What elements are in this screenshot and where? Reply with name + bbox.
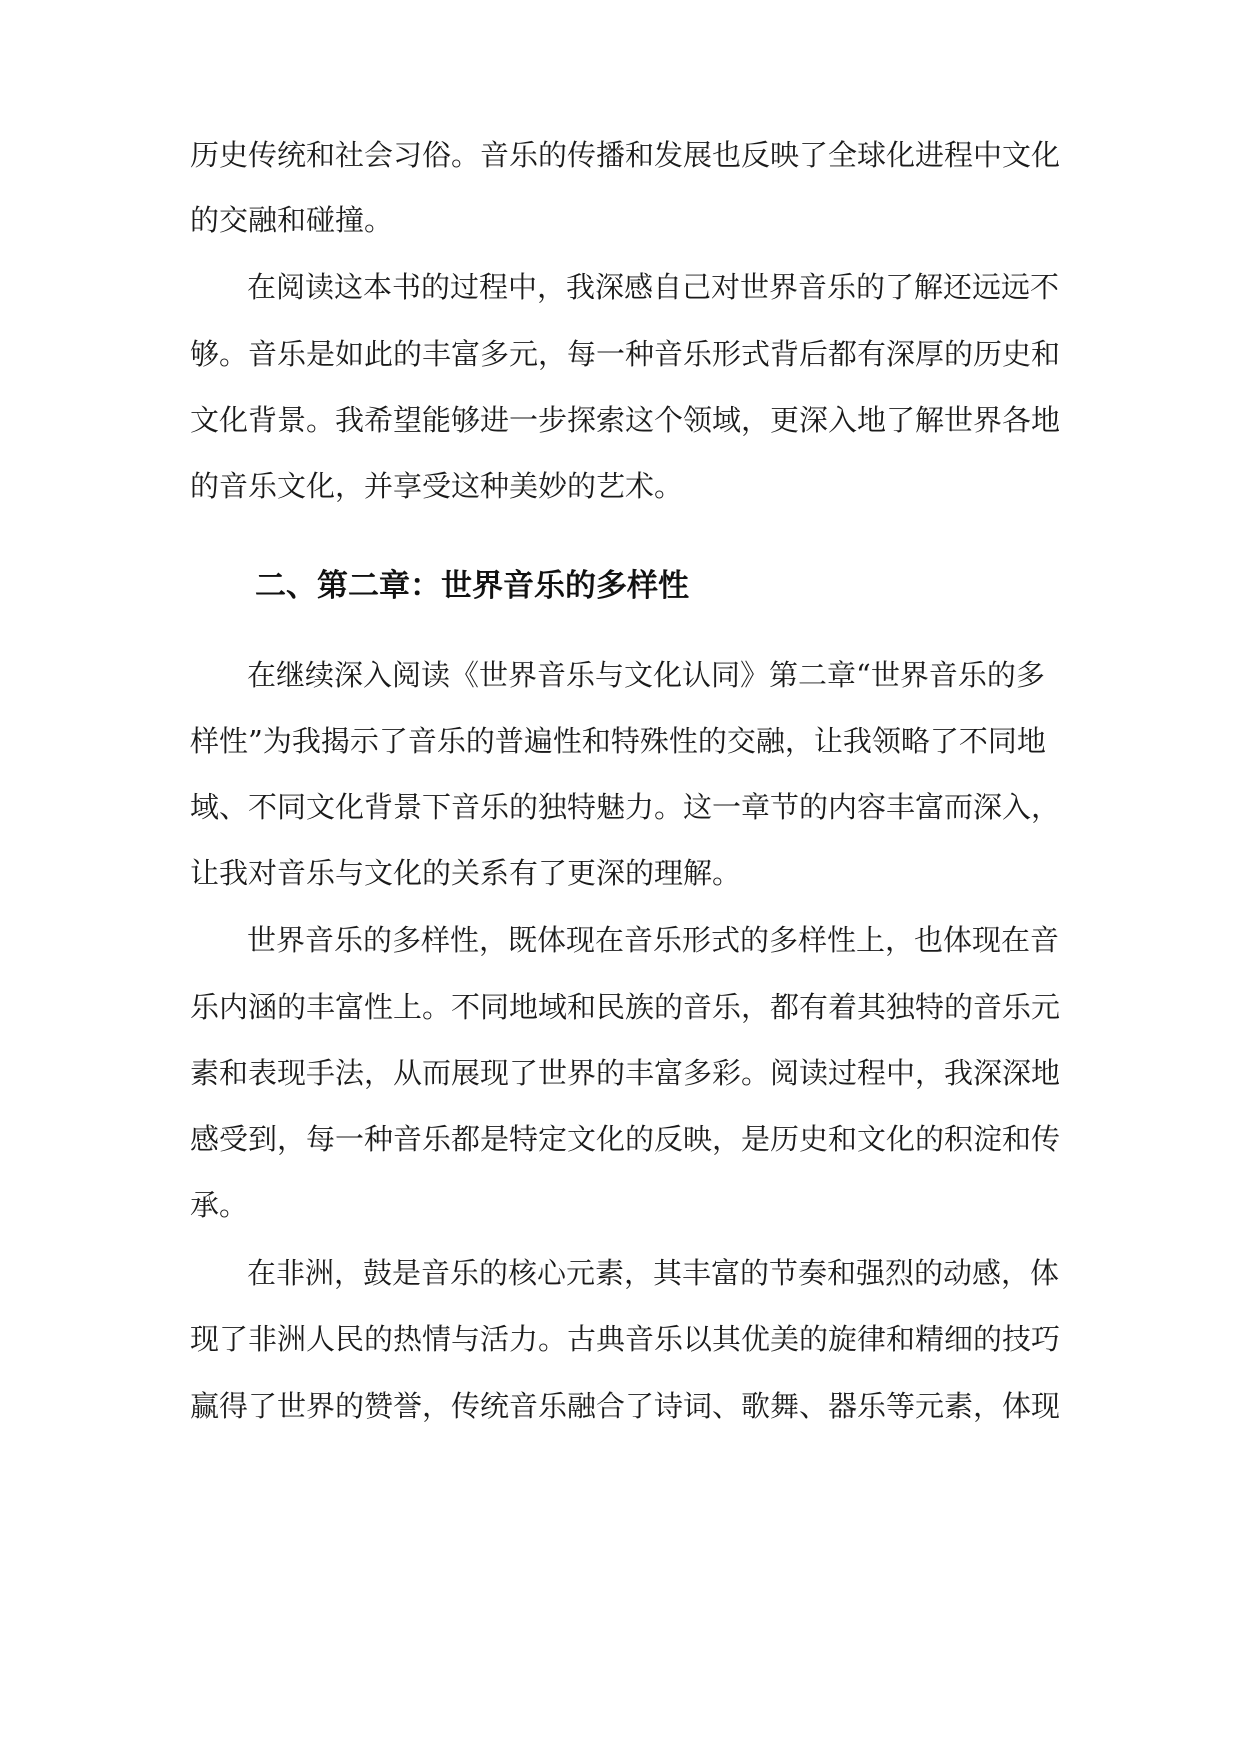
paragraph-3-line-1: 在继续深入阅读《世界音乐与文化认同》第二章“世界音乐的多: [247, 658, 1045, 692]
paragraph-2-line-2: 够。音乐是如此的丰富多元，每一种音乐形式背后都有深厚的历史和: [190, 337, 1060, 371]
section-heading: 二、第二章：世界音乐的多样性: [255, 568, 689, 604]
paragraph-1-line-1: 历史传统和社会习俗。音乐的传播和发展也反映了全球化进程中文化: [190, 138, 1060, 172]
paragraph-2-line-1: 在阅读这本书的过程中，我深感自己对世界音乐的了解还远远不: [247, 270, 1060, 304]
paragraph-4-line-4: 感受到，每一种音乐都是特定文化的反映，是历史和文化的积淀和传: [190, 1122, 1060, 1156]
paragraph-5-line-3: 赢得了世界的赞誉，传统音乐融合了诗词、歌舞、器乐等元素，体现: [190, 1389, 1060, 1423]
paragraph-3-line-2: 样性”为我揭示了音乐的普遍性和特殊性的交融，让我领略了不同地: [190, 724, 1046, 758]
paragraph-2-line-4: 的音乐文化，并享受这种美妙的艺术。: [190, 469, 684, 503]
paragraph-5-line-1: 在非洲，鼓是音乐的核心元素，其丰富的节奏和强烈的动感，体: [247, 1256, 1060, 1290]
paragraph-5-line-2: 现了非洲人民的热情与活力。古典音乐以其优美的旋律和精细的技巧: [190, 1322, 1060, 1356]
paragraph-4-line-1: 世界音乐的多样性，既体现在音乐形式的多样性上，也体现在音: [247, 923, 1060, 957]
paragraph-2-line-3: 文化背景。我希望能够进一步探索这个领域，更深入地了解世界各地: [190, 403, 1060, 437]
paragraph-1-line-2: 的交融和碰撞。: [190, 203, 394, 237]
paragraph-4-line-3: 素和表现手法，从而展现了世界的丰富多彩。阅读过程中，我深深地: [190, 1056, 1060, 1090]
paragraph-4-line-2: 乐内涵的丰富性上。不同地域和民族的音乐，都有着其独特的音乐元: [190, 990, 1060, 1024]
paragraph-3-line-3: 域、不同文化背景下音乐的独特魅力。这一章节的内容丰富而深入，: [190, 790, 1060, 824]
paragraph-4-line-5: 承。: [190, 1188, 249, 1222]
paragraph-3-line-4: 让我对音乐与文化的关系有了更深的理解。: [190, 856, 742, 890]
